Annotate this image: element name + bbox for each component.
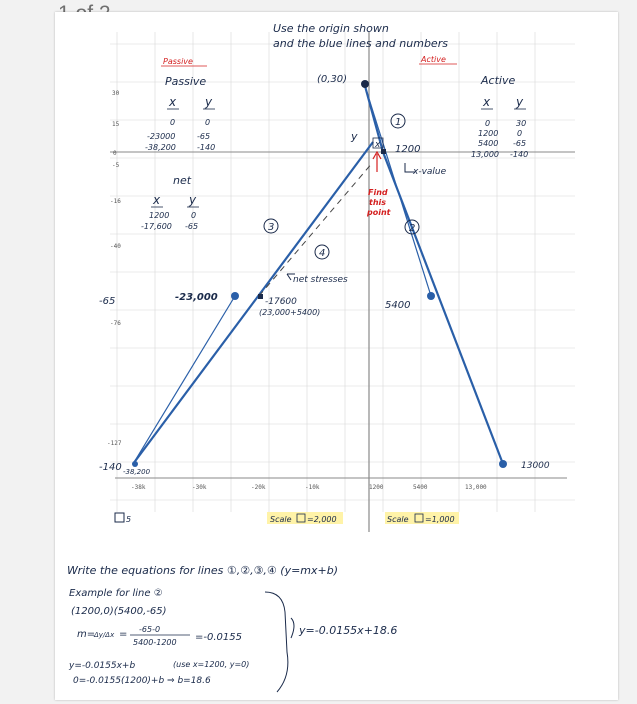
x-value-note: x-value	[413, 167, 447, 177]
active-r1-y: 0	[517, 129, 523, 138]
origin-label: (0,30)	[317, 74, 348, 85]
svg-text:5: 5	[126, 515, 132, 524]
scale-right	[385, 512, 459, 524]
y-tick-neg127: -127	[107, 440, 122, 447]
point-38200	[132, 461, 138, 467]
y-tick-neg140: -140	[99, 462, 122, 473]
line-3-shadow	[133, 296, 235, 464]
svg-text:4: 4	[319, 248, 326, 259]
net-col-y: y	[189, 193, 197, 207]
x-tick-4: -10k	[305, 484, 320, 491]
slope-delta: Δy/Δx	[94, 631, 115, 639]
slope-lhs: m=	[77, 629, 96, 640]
point-17600	[258, 294, 263, 299]
active-r2-x: 5400	[478, 139, 499, 148]
label-38200: -38,200	[123, 468, 151, 476]
x-tick-3: -20k	[251, 484, 266, 491]
y-axis-mark: y	[351, 130, 358, 143]
svg-text:this: this	[369, 198, 387, 207]
svg-text:1: 1	[395, 117, 402, 128]
passive-r1-y: -65	[197, 132, 211, 141]
line-number-4	[315, 245, 329, 259]
point-13000	[499, 460, 507, 468]
passive-r1-x: -23000	[147, 132, 176, 141]
prompt-text: Write the equations for lines ①,②,③,④ (y=mx+b)	[67, 564, 339, 577]
svg-text:Scale: Scale	[270, 515, 292, 524]
point-origin	[361, 80, 369, 88]
passive-r2-y: -140	[197, 143, 216, 152]
net-r0-x: 1200	[149, 211, 170, 220]
example-text: Example for line ②	[69, 588, 163, 599]
active-r1-x: 1200	[478, 129, 499, 138]
label-23000: -23,000	[175, 292, 218, 303]
net-r1-y: -65	[185, 222, 199, 231]
label-5400: 5400	[385, 300, 411, 311]
net-stresses-note: net stresses	[293, 275, 348, 285]
solve-text: 0=-0.0155(1200)+b ⇒ b=18.6	[73, 676, 211, 686]
line-number-1	[391, 114, 405, 128]
slope-eq: =	[119, 629, 128, 640]
net-table-title: net	[173, 174, 192, 187]
passive-table	[145, 75, 215, 152]
active-r3-x: 13,000	[471, 150, 499, 159]
label-17600: -17600	[265, 297, 297, 307]
worksheet-drawing	[55, 12, 618, 700]
svg-text:point: point	[367, 208, 391, 217]
svg-text:=2,000: =2,000	[307, 515, 337, 524]
point-5400	[427, 292, 435, 300]
passive-col-y: y	[205, 95, 213, 109]
scale-mid	[267, 512, 343, 524]
svg-text:Scale: Scale	[387, 515, 409, 524]
instruction-line-1: Use the origin shown	[273, 22, 389, 35]
active-col-x: x	[483, 95, 491, 109]
y-tick-neg65: -65	[99, 296, 116, 307]
line-number-3	[264, 219, 278, 233]
net-r0-y: 0	[191, 211, 197, 220]
form-text: y=-0.0155x+b	[69, 661, 136, 671]
y-tick-0: 0	[113, 150, 117, 157]
net-col-x: x	[153, 193, 161, 207]
svg-text:Find: Find	[368, 188, 388, 197]
label-17600-sub: (23,000+5400)	[259, 308, 321, 317]
x-tick-5: 1200	[369, 484, 384, 491]
svg-text:=1,000: =1,000	[425, 515, 455, 524]
point-23000	[231, 292, 239, 300]
net-table	[141, 174, 199, 231]
y-tick-15: 15	[112, 121, 120, 128]
active-table-title: Active	[481, 74, 516, 87]
line-number-2	[405, 220, 419, 234]
active-table	[471, 74, 528, 159]
passive-table-title: Passive	[165, 75, 207, 88]
passive-col-x: x	[169, 95, 177, 109]
instruction-line-2: and the blue lines and numbers	[273, 37, 448, 50]
passive-r2-x: -38,200	[145, 143, 176, 152]
answer-text: y=-0.0155x+18.6	[299, 624, 398, 637]
points-text: (1200,0)(5400,-65)	[71, 606, 167, 617]
label-13000: 13000	[521, 461, 550, 471]
net-r1-x: -17,600	[141, 222, 172, 231]
passive-r0-x: 0	[170, 118, 176, 127]
label-1200: 1200	[395, 144, 421, 155]
x-axis-mark: x	[375, 140, 381, 150]
active-small-label: Active	[421, 55, 446, 64]
y-tick-neg76: -76	[110, 320, 121, 327]
active-col-y: y	[516, 95, 524, 109]
active-r2-y: -65	[513, 139, 527, 148]
y-tick-neg16: -16	[110, 198, 121, 205]
slope-num: -65-0	[139, 625, 161, 634]
passive-r0-y: 0	[205, 118, 211, 127]
active-r0-y: 30	[516, 119, 527, 128]
x-tick-1: -38k	[131, 484, 146, 491]
worksheet-page[interactable]	[55, 12, 618, 700]
slope-den: 5400-1200	[133, 638, 177, 647]
x-tick-7: 13,000	[465, 484, 487, 491]
line-3-passive	[133, 142, 373, 464]
graph-grid	[110, 32, 575, 512]
x-tick-2: -30k	[192, 484, 207, 491]
active-r3-y: -140	[510, 150, 529, 159]
point-1200	[381, 149, 386, 154]
work-section	[67, 564, 397, 692]
y-tick-neg40: -40	[110, 243, 121, 250]
scale-left	[115, 513, 131, 524]
slope-result: =-0.0155	[195, 632, 242, 643]
svg-text:2: 2	[409, 223, 416, 234]
active-r0-x: 0	[485, 119, 491, 128]
y-tick-30: 30	[112, 90, 120, 97]
use-note: (use x=1200, y=0)	[173, 660, 250, 669]
x-tick-6: 5400	[413, 484, 428, 491]
y-tick-neg5: -5	[112, 162, 120, 169]
svg-text:3: 3	[268, 222, 275, 233]
passive-small-label: Passive	[163, 57, 193, 66]
